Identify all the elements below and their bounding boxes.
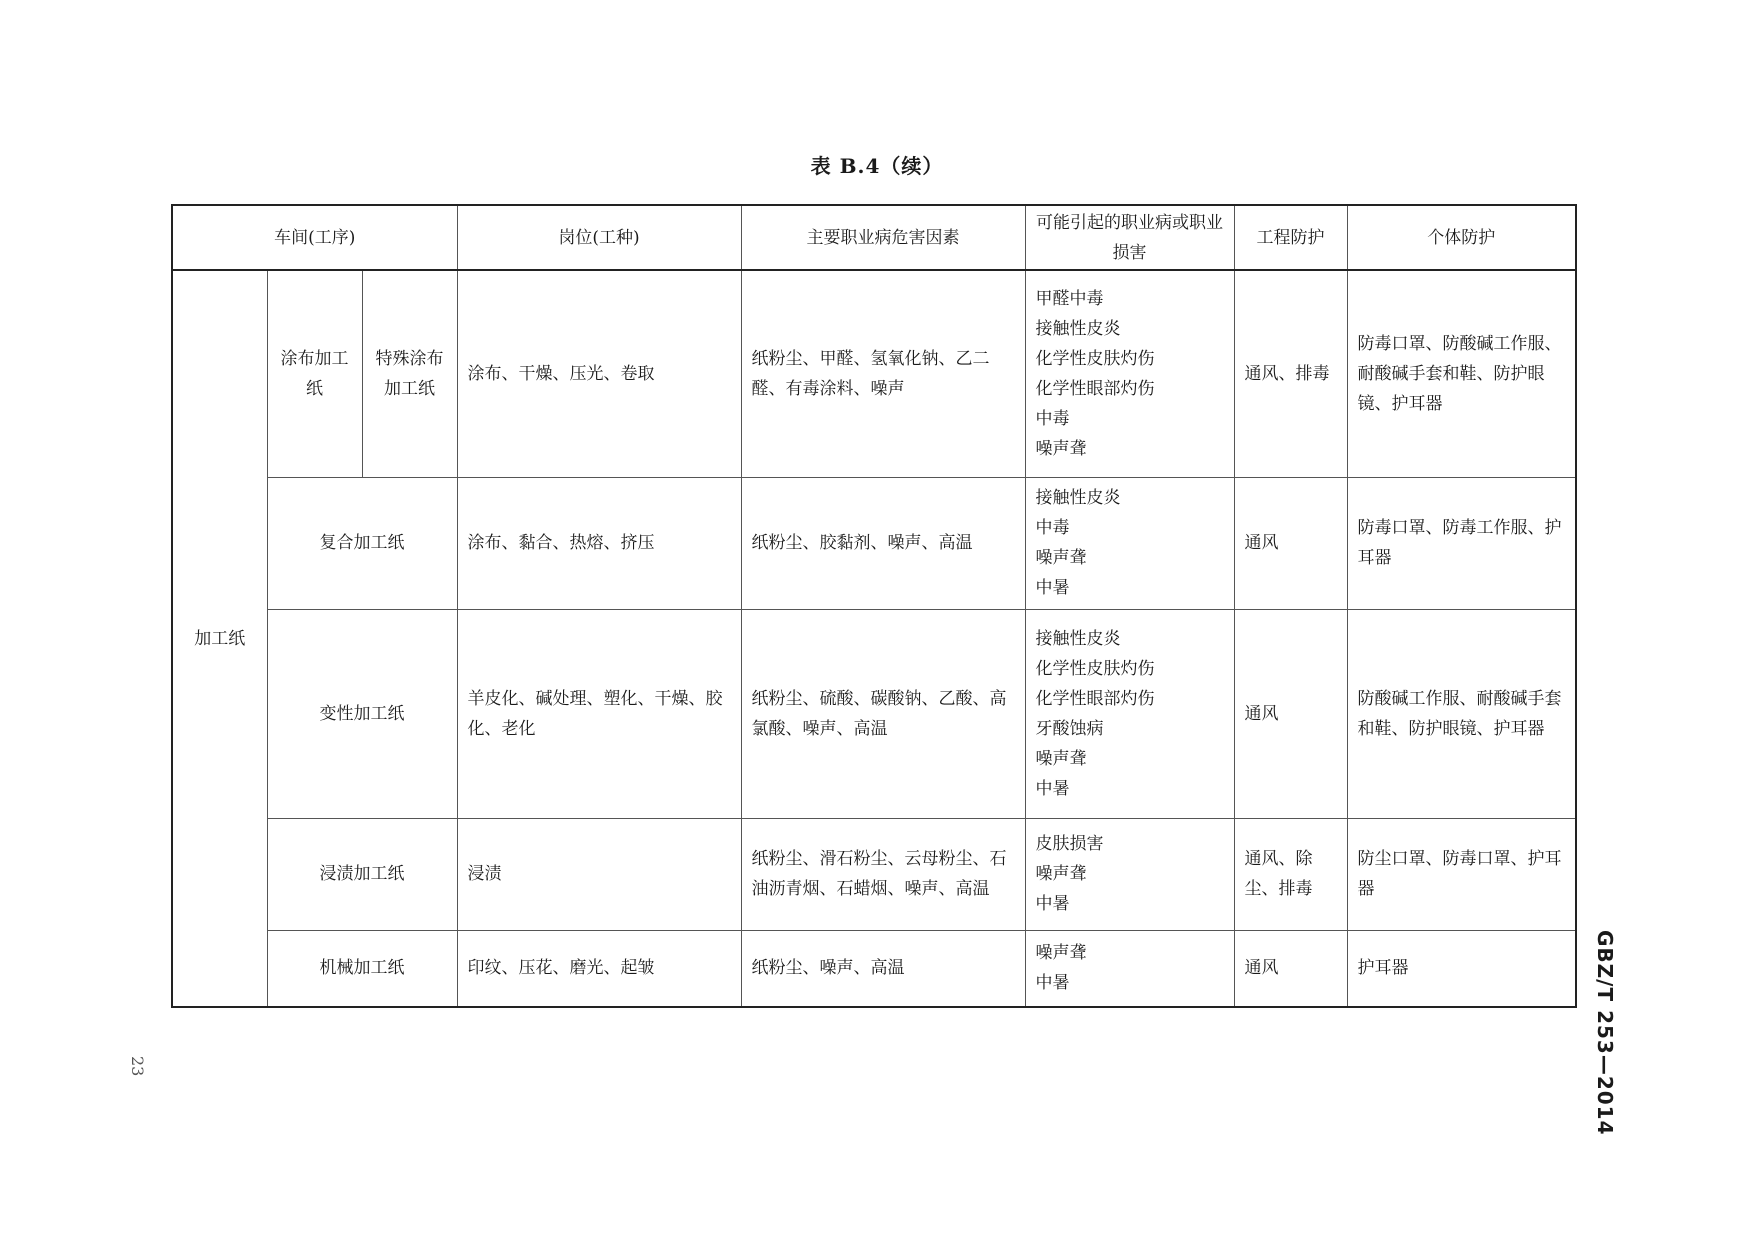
header-hazards: 主要职业病危害因素 <box>741 205 1025 270</box>
post-cell: 印纹、压花、磨光、起皱 <box>457 930 741 1007</box>
header-engineering: 工程防护 <box>1234 205 1347 270</box>
table-row <box>172 930 1576 1007</box>
sub-category: 涂布加工纸 <box>267 270 362 477</box>
diseases-cell: 接触性皮炎 化学性皮肤灼伤 化学性眼部灼伤 牙酸蚀病 噪声聋 中暑 <box>1025 609 1234 818</box>
diseases-cell: 噪声聋 中暑 <box>1025 930 1234 1007</box>
header-row <box>172 205 1576 270</box>
sub-category: 浸渍加工纸 <box>267 818 457 930</box>
group-label: 加工纸 <box>172 270 267 1007</box>
sub-category: 机械加工纸 <box>267 930 457 1007</box>
page-number: 23 <box>128 1056 147 1077</box>
diseases-cell: 接触性皮炎 中毒 噪声聋 中暑 <box>1025 477 1234 609</box>
post-cell: 涂布、黏合、热熔、挤压 <box>457 477 741 609</box>
subsub-category: 特殊涂布加工纸 <box>362 270 457 477</box>
diseases-cell: 甲醛中毒 接触性皮炎 化学性皮肤灼伤 化学性眼部灼伤 中毒 噪声聋 <box>1025 270 1234 477</box>
personal-cell: 防毒口罩、防毒工作服、护耳器 <box>1347 477 1576 609</box>
hazards-cell: 纸粉尘、甲醛、氢氧化钠、乙二醛、有毒涂料、噪声 <box>741 270 1025 477</box>
hazards-cell: 纸粉尘、噪声、高温 <box>741 930 1025 1007</box>
personal-cell: 防酸碱工作服、耐酸碱手套和鞋、防护眼镜、护耳器 <box>1347 609 1576 818</box>
table-title: 表 B.4（续） <box>810 154 944 178</box>
hazards-cell: 纸粉尘、滑石粉尘、云母粉尘、石油沥青烟、石蜡烟、噪声、高温 <box>741 818 1025 930</box>
hazards-cell: 纸粉尘、胶黏剂、噪声、高温 <box>741 477 1025 609</box>
post-cell: 羊皮化、碱处理、塑化、干燥、胶化、老化 <box>457 609 741 818</box>
hazard-table <box>171 204 1577 1008</box>
engineering-cell: 通风、排毒 <box>1234 270 1347 477</box>
header-diseases: 可能引起的职业病或职业损害 <box>1025 205 1234 270</box>
personal-cell: 防尘口罩、防毒口罩、护耳器 <box>1347 818 1576 930</box>
header-personal: 个体防护 <box>1347 205 1576 270</box>
engineering-cell: 通风、除尘、排毒 <box>1234 818 1347 930</box>
sub-category: 变性加工纸 <box>267 609 457 818</box>
header-post: 岗位(工种) <box>457 205 741 270</box>
table-row <box>172 609 1576 818</box>
standard-code: GBZ/T 253—2014 <box>1593 930 1617 1136</box>
table-row <box>172 477 1576 609</box>
personal-cell: 护耳器 <box>1347 930 1576 1007</box>
header-workshop: 车间(工序) <box>172 205 457 270</box>
table-row <box>172 270 1576 477</box>
engineering-cell: 通风 <box>1234 930 1347 1007</box>
hazards-cell: 纸粉尘、硫酸、碳酸钠、乙酸、高氯酸、噪声、高温 <box>741 609 1025 818</box>
diseases-cell: 皮肤损害 噪声聋 中暑 <box>1025 818 1234 930</box>
post-cell: 涂布、干燥、压光、卷取 <box>457 270 741 477</box>
table-row <box>172 818 1576 930</box>
engineering-cell: 通风 <box>1234 609 1347 818</box>
sub-category: 复合加工纸 <box>267 477 457 609</box>
engineering-cell: 通风 <box>1234 477 1347 609</box>
post-cell: 浸渍 <box>457 818 741 930</box>
personal-cell: 防毒口罩、防酸碱工作服、耐酸碱手套和鞋、防护眼镜、护耳器 <box>1347 270 1576 477</box>
